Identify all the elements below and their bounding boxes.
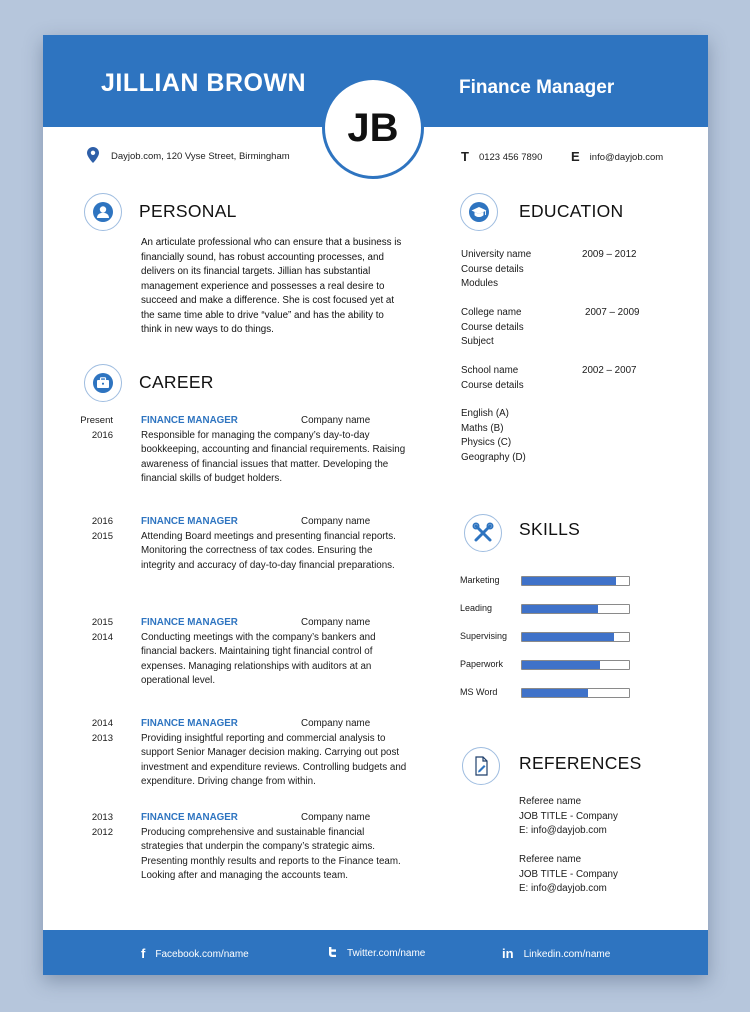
career-year-end: Present: [80, 415, 113, 426]
linkedin-icon: in: [502, 946, 514, 961]
location-pin-icon: [87, 147, 99, 163]
phone-label: T: [461, 149, 469, 164]
career-company: Company name: [301, 415, 371, 426]
phone-line: [461, 149, 542, 164]
education-institution: School name: [461, 365, 519, 376]
education-entry: [461, 248, 651, 292]
skills-heading: SKILLS: [519, 519, 581, 539]
email-label: E: [571, 149, 580, 164]
skill-label: Leading: [460, 603, 493, 613]
career-years: [79, 414, 113, 443]
personal-section-icon: [84, 193, 122, 231]
reference-entry: [519, 853, 618, 897]
reference-entry: [519, 795, 618, 839]
career-year-start: 2012: [91, 826, 113, 838]
skill-bar-fill: [522, 689, 588, 697]
education-years: 2009 – 2012: [582, 249, 637, 260]
skill-bar-track: [521, 660, 630, 670]
referee-job: JOB TITLE - Company: [519, 810, 618, 822]
skill-bar-fill: [522, 605, 598, 613]
career-year-end: 2014: [91, 718, 113, 729]
graduation-cap-icon: [468, 201, 490, 223]
facebook-text: Facebook.com/name: [155, 949, 249, 960]
career-heading: CAREER: [139, 372, 214, 392]
career-years: [79, 616, 113, 645]
address-line: [87, 147, 290, 163]
candidate-name: JILLIAN BROWN: [101, 69, 307, 97]
education-entry: [461, 306, 651, 350]
address-text: Dayjob.com, 120 Vyse Street, Birmingham: [111, 151, 290, 162]
grade-item: Physics (C): [461, 437, 512, 448]
skill-label: Paperwork: [460, 659, 504, 669]
career-company: Company name: [301, 516, 371, 527]
personal-heading: PERSONAL: [139, 201, 237, 221]
career-entry: [79, 414, 409, 504]
career-job-title: FINANCE MANAGER: [141, 516, 238, 527]
skill-bar-track: [521, 576, 630, 586]
career-job-title: FINANCE MANAGER: [141, 812, 238, 823]
personal-summary: An articulate professional who can ensure that a business is financially sound, has robust accounting processes, and delivers on its financial targets. Jillian has substantial management experience and possesses a real desire to succeed and make a difference. She is cost focused yet at the same time able to drive “value” and has the ability to think in new ways to do things.: [141, 237, 402, 335]
career-years: [79, 515, 113, 544]
referee-email: E: info@dayjob.com: [519, 825, 607, 836]
career-year-end: 2013: [91, 812, 113, 823]
skill-bar-track: [521, 632, 630, 642]
skill-row: [460, 574, 650, 588]
referee-name: Referee name: [519, 796, 582, 807]
education-entry: [461, 364, 651, 393]
person-icon: [92, 201, 114, 223]
education-detail: Modules: [461, 278, 499, 289]
monogram-badge: JB: [322, 77, 424, 179]
career-company: Company name: [301, 718, 371, 729]
career-job-title: FINANCE MANAGER: [141, 415, 238, 426]
skill-label: MS Word: [460, 687, 498, 697]
skill-bar-track: [521, 604, 630, 614]
education-course: Course details: [461, 321, 524, 333]
career-entry: [79, 515, 409, 605]
skill-bar-fill: [522, 661, 600, 669]
grade-item: English (A): [461, 408, 509, 419]
education-institution: University name: [461, 249, 532, 260]
skill-row: [460, 686, 650, 700]
briefcase-icon: [92, 372, 114, 394]
education-detail: Subject: [461, 336, 494, 347]
phone-text: 0123 456 7890: [478, 152, 543, 163]
skill-label: Marketing: [460, 575, 500, 585]
email-line: [571, 149, 663, 164]
grade-item: Geography (D): [461, 451, 526, 463]
education-section-icon: [460, 193, 498, 231]
job-title: Finance Manager: [459, 77, 615, 98]
education-institution: College name: [461, 307, 522, 318]
twitter-icon: [326, 946, 338, 958]
career-year-start: 2016: [91, 429, 113, 441]
skill-row: [460, 630, 650, 644]
career-entry: [79, 616, 409, 706]
facebook-icon: f: [141, 946, 146, 961]
career-years: [79, 717, 113, 746]
education-course: Course details: [461, 379, 524, 391]
career-years: [79, 811, 113, 840]
references-heading: REFERENCES: [519, 753, 642, 773]
career-year-start: 2015: [91, 530, 113, 542]
skill-row: [460, 602, 650, 616]
skill-bar-fill: [522, 633, 614, 641]
skill-bar-fill: [522, 577, 616, 585]
linkedin-link[interactable]: [502, 946, 610, 961]
career-section-icon: [84, 364, 122, 402]
referee-email: E: info@dayjob.com: [519, 883, 607, 894]
education-heading: EDUCATION: [519, 201, 624, 221]
career-description: Providing insightful reporting and commercial analysis to support Senior Manager decision making. Carrying out post investment and expenditure reviews. Controlling budgets and expenditure. Driving change from within.: [141, 732, 407, 787]
skills-section-icon: [464, 514, 502, 552]
tools-icon: [471, 521, 495, 545]
education-grades: [461, 407, 651, 465]
career-year-end: 2015: [91, 617, 113, 628]
career-company: Company name: [301, 812, 371, 823]
referee-name: Referee name: [519, 854, 582, 865]
document-icon: [471, 755, 491, 777]
skill-bar-track: [521, 688, 630, 698]
footer-band: [43, 930, 708, 975]
twitter-link[interactable]: [326, 946, 425, 959]
education-years: 2007 – 2009: [585, 307, 640, 318]
career-description: Responsible for managing the company’s day-to-day bookkeeping, accounting and financial requirements. Raising awareness of financial issues that matter. Developing the financial skills of budget holders.: [141, 429, 406, 484]
career-description: Producing comprehensive and sustainable financial strategies that underpin the company’s strategic aims. Presenting monthly results and reports to the Finance team. Looking after and managing the accounts team.: [141, 826, 401, 881]
career-description: Conducting meetings with the company’s bankers and financial backers. Maintaining tight financial control of expenses. Managing relationships with auditors at an operational level.: [141, 631, 376, 686]
twitter-text: Twitter.com/name: [347, 948, 426, 959]
career-entry: [79, 811, 409, 901]
facebook-link[interactable]: [141, 946, 249, 961]
career-job-title: FINANCE MANAGER: [141, 617, 238, 628]
education-years: 2002 – 2007: [582, 365, 637, 376]
career-entry: [79, 717, 409, 807]
career-year-start: 2014: [91, 631, 113, 643]
career-description: Attending Board meetings and presenting financial reports. Monitoring the correctness of tax codes. Ensuring the integrity and accuracy of day-to-day financial preparations.: [141, 530, 396, 571]
career-company: Company name: [301, 617, 371, 628]
referee-job: JOB TITLE - Company: [519, 868, 618, 880]
email-text: info@dayjob.com: [589, 152, 664, 163]
career-year-start: 2013: [91, 732, 113, 744]
resume-page: [43, 35, 708, 975]
skill-row: [460, 658, 650, 672]
references-section-icon: [462, 747, 500, 785]
career-job-title: FINANCE MANAGER: [141, 718, 238, 729]
career-year-end: 2016: [91, 516, 113, 527]
education-course: Course details: [461, 263, 524, 275]
skill-label: Supervising: [460, 631, 508, 641]
grade-item: Maths (B): [461, 422, 504, 434]
linkedin-text: Linkedin.com/name: [523, 949, 611, 960]
